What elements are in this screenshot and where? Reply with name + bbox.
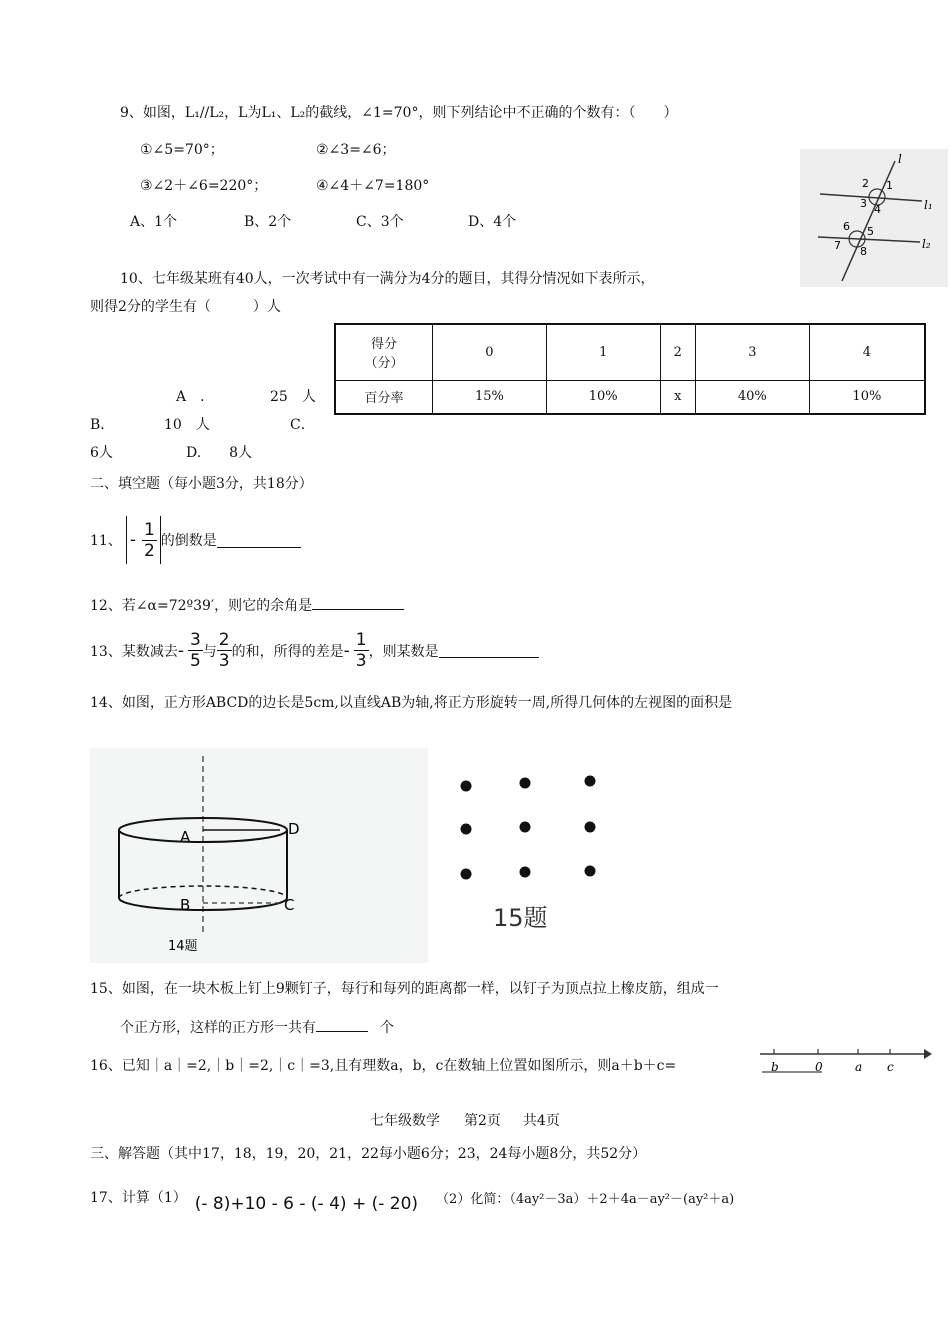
nail: [461, 781, 472, 792]
table-score-4: 4: [809, 324, 925, 380]
nail: [461, 824, 472, 835]
nail: [585, 866, 596, 877]
nail: [585, 776, 596, 787]
nail: [461, 869, 472, 880]
table-header-label: 得分 （分）: [335, 324, 433, 380]
q11-abs-value: [126, 516, 161, 564]
q9-statement-3: ③∠2＋∠6=220°；: [140, 178, 268, 194]
q10-stem-line2: 则得2分的学生有（ ）人: [90, 299, 281, 315]
cylinder-label-a: A: [180, 828, 191, 846]
q12-text: 12、若∠α=72º39′，则它的余角是: [90, 598, 313, 614]
q9-option-c: C、3个: [356, 214, 404, 230]
q9-statement-1: ①∠5=70°；: [140, 142, 224, 158]
axis-label-a: a: [855, 1060, 863, 1074]
q17: [90, 1180, 734, 1214]
q9-statement-2: ②∠3=∠6；: [316, 142, 396, 158]
angle-2: 2: [862, 177, 869, 190]
q9-option-b: B、2个: [244, 214, 292, 230]
table-rate-4: 10%: [809, 380, 925, 414]
q13-prefix: 13、某数减去: [90, 643, 178, 660]
q10-option-c-letter: C．: [290, 417, 315, 433]
section-3-heading: 三、解答题（其中17，18，19，20，21，22每小题6分；23，24每小题8分，共52分）: [90, 1146, 647, 1162]
angle-1: 1: [886, 179, 893, 192]
section-2-heading: 二、填空题（每小题3分，共18分）: [90, 476, 313, 492]
nail: [520, 822, 531, 833]
figures-14-15: [90, 748, 682, 963]
angle-4: 4: [874, 203, 881, 216]
q13-fraction-3: $\frac{1}{3}$: [355, 630, 367, 671]
fig15-caption: 15题: [493, 904, 548, 932]
label-l2: l₂: [922, 237, 931, 251]
cylinder-label-b: B: [180, 896, 191, 914]
q9-option-d: D、4个: [468, 214, 517, 230]
angle-3: 3: [860, 197, 867, 210]
nail: [520, 778, 531, 789]
q15-line1: 15、如图，在一块木板上钉上9颗钉子，每行和每列的距离都一样，以钉子为顶点拉上橡皮筋，组成一: [90, 981, 719, 997]
q17-part2: （2）化简：（4ay²－3a）＋2＋4a－ay²－(ay²＋a): [436, 1191, 735, 1207]
q9-statement-4: ④∠4＋∠7=180°: [316, 178, 430, 194]
q11: [90, 516, 301, 564]
table-rate-1: 10%: [546, 380, 660, 414]
q15-answer-blank: [316, 1017, 368, 1032]
q11-answer-blank: [217, 533, 301, 548]
q10-option-a-value: 25 人: [270, 389, 316, 405]
q13-fraction-2: $\frac{2}{3}$: [218, 630, 230, 671]
q10-option-b-letter: B．: [90, 417, 115, 433]
q10-option-d: D. 8人: [186, 445, 253, 461]
page-footer: [370, 1110, 560, 1130]
angle-7: 7: [834, 239, 841, 252]
q15-line2: 个正方形，这样的正方形一共有 个: [120, 1017, 394, 1037]
fig14-caption: 14题: [168, 939, 198, 954]
axis-label-c: c: [887, 1060, 894, 1074]
q10-option-c-value: 6人: [90, 445, 113, 461]
table-rate-0: 15%: [433, 380, 547, 414]
axis-label-b: b: [771, 1060, 779, 1074]
q11-fraction: $\frac{1}{2}$: [143, 519, 155, 561]
q17-expression: (- 8)+10 - 6 - (- 4) + (- 20): [194, 1194, 419, 1214]
q9-option-a: A、1个: [130, 214, 178, 230]
q13-fraction-1: $\frac{3}{5}$: [189, 630, 201, 671]
q10-option-b-value: 10 人: [164, 417, 210, 433]
footer-total: 共4页: [522, 1113, 560, 1129]
q16-text: 16、已知｜a｜=2,｜b｜=2,｜c｜=3,且有理数a，b，c在数轴上位置如图所示，则a＋b＋c=: [90, 1058, 677, 1074]
q13: 13、某数减去 - $\frac{3}{5}$ 与 $\frac{2}{3}$ 的和，所得的差是 - $\frac{1}{3}$ ，则某数是: [90, 630, 539, 671]
angle-6: 6: [843, 220, 850, 233]
q11-suffix: 的倒数是: [160, 533, 217, 549]
q13-answer-blank: [439, 643, 539, 658]
footer-course: 七年级数学: [370, 1113, 440, 1129]
table-score-0: 0: [433, 324, 547, 380]
table-score-1: 1: [546, 324, 660, 380]
parallel-lines-figure: [800, 149, 948, 287]
q17-prefix: 17、计算（1）: [90, 1190, 187, 1206]
table-row-label: 百分率: [335, 380, 433, 414]
axis-label-0: 0: [815, 1060, 823, 1074]
nail: [520, 867, 531, 878]
q10-option-a-letter: A ．: [176, 389, 215, 405]
q12: [90, 595, 404, 615]
q12-answer-blank: [312, 595, 404, 610]
nail: [585, 822, 596, 833]
score-table: [334, 323, 926, 415]
q9-stem: 9、如图，L₁//L₂，L为L₁、L₂的截线，∠1=70°，则下列结论中不正确的个数有：（ ）: [120, 105, 678, 121]
cylinder-label-d: D: [288, 820, 300, 838]
table-rate-2: x: [660, 380, 695, 414]
cylinder-label-c: C: [284, 896, 295, 914]
angle-8: 8: [860, 245, 867, 258]
q11-prefix: 11、: [90, 533, 122, 549]
footer-page: 第2页: [464, 1113, 501, 1129]
q14-text: 14、如图，正方形ABCD的边长是5cm,以直线AB为轴,将正方形旋转一周,所得几何体的左视图的面积是: [90, 695, 733, 711]
q11-sign: -: [129, 530, 136, 550]
number-line-figure: [760, 1044, 932, 1076]
q10-stem-line1: 10、七年级某班有40人，一次考试中有一满分为4分的题目，其得分情况如下表所示，: [120, 271, 655, 287]
table-score-2: 2: [660, 324, 695, 380]
table-score-3: 3: [695, 324, 809, 380]
label-l: l: [898, 152, 902, 166]
angle-5: 5: [867, 225, 874, 238]
label-l1: l₁: [924, 198, 933, 212]
table-rate-3: 40%: [695, 380, 809, 414]
